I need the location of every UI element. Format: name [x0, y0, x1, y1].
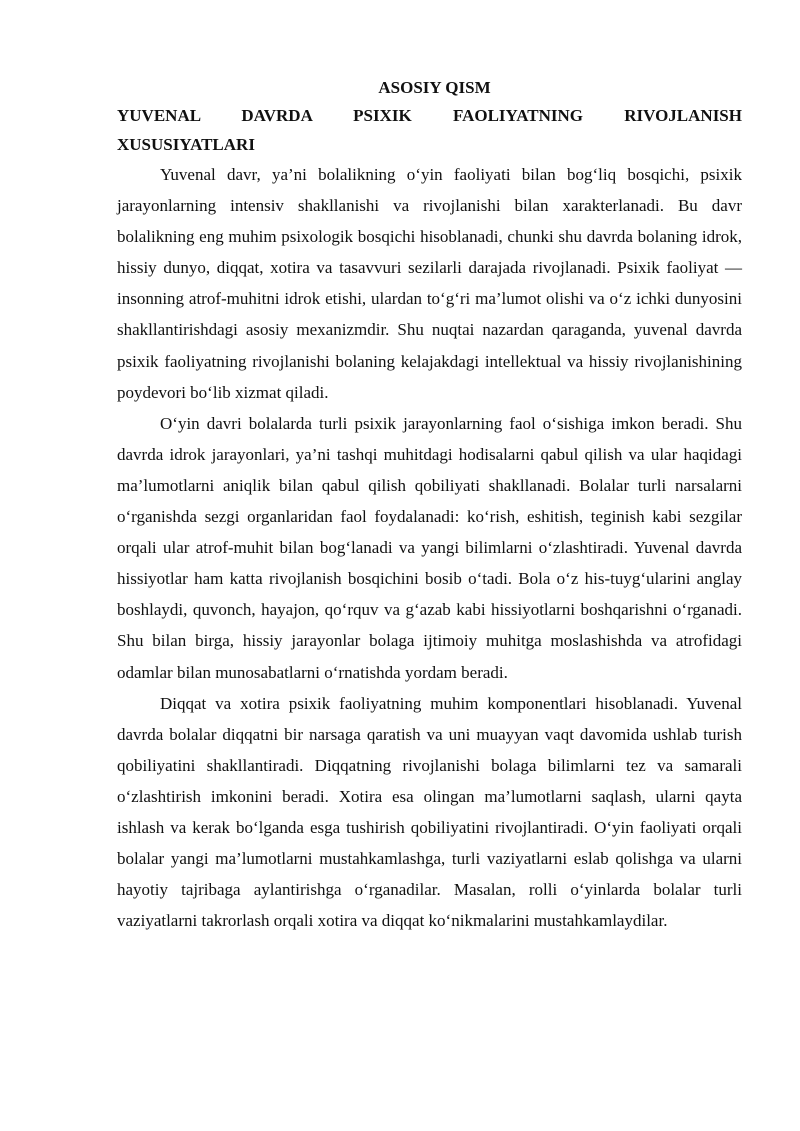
section-title: ASOSIY QISM — [378, 78, 491, 97]
chapter-heading — [117, 102, 742, 159]
paragraph-2: O‘yin davri bolalarda turli psixik jarayonlarning faol o‘sishiga imkon beradi. Shu davrda idrok jarayonlari, ya’ni tashqi muhitdagi hodisalarni qabul qilish va ular haqidagi ma’lumotlarni aniqlik bilan qabul qilish qobiliyati shakllanadi. Bolalar turli narsalarni o‘rganishda sezgi organlaridan faol foydalanadi: ko‘rish, eshitish, teginish kabi sezgilar orqali ular atrof-muhit bilan bog‘lanadi va yangi bilimlarni o‘zlashtiradi. Yuvenal davrda hissiyotlar ham katta rivojlanish bosqichini bosib o‘tadi. Bola o‘z his-tuyg‘ularini anglay boshlaydi, quvonch, hayajon, qo‘rquv va g‘azab kabi hissiyotlarni boshqarishni o‘rganadi. Shu bilan birga, hissiy jarayonlar bolaga ijtimoiy muhitga moslashishda va atrofidagi odamlar bilan munosabatlarni o‘rnatishda yordam beradi. — [117, 413, 742, 682]
chapter-heading-line-1: YUVENAL DAVRDA PSIXIK FAOLIYATNING RIVOJLANISH — [117, 106, 742, 125]
chapter-heading-line-2: XUSUSIYATLARI — [117, 134, 255, 154]
paragraph-1: Yuvenal davr, ya’ni bolalikning o‘yin faoliyati bilan bog‘liq bosqichi, psixik jarayonlarning intensiv shakllanishi va rivojlanishi bilan xarakterlanadi. Bu davr bolalikning eng muhim psixologik bosqichi hisoblanadi, chunki shu davrda bolaning idrok, hissiy dunyo, diqqat, xotira va tasavvuri sezilarli darajada rivojlanadi. Psixik faoliyat — insonning atrof-muhitni idrok etishi, ulardan to‘g‘ri ma’lumot olishi va o‘z ichki dunyosini shakllantirishdagi asosiy mexanizmdir. Shu nuqtai nazardan qaraganda, yuvenal davrda psixik faoliyatning rivojlanishi bolaning kelajakdagi intellektual va hissiy rivojlanishining poydevori bo‘lib xizmat qiladi. — [117, 165, 742, 402]
paragraph-3: Diqqat va xotira psixik faoliyatning muhim komponentlari hisoblanadi. Yuvenal davrda bolalar diqqatni bir narsaga qaratish va uni muayyan vaqt davomida ushlab turish qobiliyatini shakllantiradi. Diqqatning rivojlanishi bolaga bilimlarni tez va samarali o‘zlashtirish imkonini beradi. Xotira esa olingan ma’lumotlarni saqlash, ularni qayta ishlash va kerak bo‘lganda esga tushirish qobiliyatini rivojlantiradi. O‘yin faoliyati orqali bolalar yangi ma’lumotlarni mustahkamlashga, turli vaziyatlarni eslab qolishga va ularni hayotiy tajribaga aylantirishga o‘rganadilar. Masalan, rolli o‘yinlarda bolalar turli vaziyatlarni takrorlash orqali xotira va diqqat ko‘nikmalarini mustahkamlaydilar. — [117, 693, 742, 931]
document-page — [117, 74, 742, 936]
